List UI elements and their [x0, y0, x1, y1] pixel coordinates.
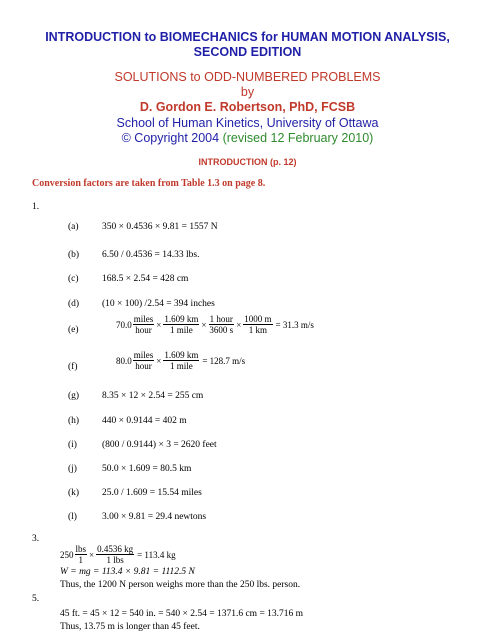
- fraction: [75, 544, 88, 565]
- problem-3-conclusion: Thus, the 1200 N person weighs more than the 250 lbs. person.: [60, 580, 301, 590]
- by-text: by: [240, 85, 255, 99]
- copyright-line: [0, 131, 495, 145]
- fraction: [163, 350, 199, 371]
- affiliation: School of Human Kinetics, University of Ottawa: [116, 116, 379, 130]
- section-heading: INTRODUCTION (p. 12): [198, 157, 297, 167]
- document-title-line1: INTRODUCTION to BIOMECHANICS for HUMAN MOTION ANALYSIS,: [45, 30, 450, 44]
- item-i-text: (800 / 0.9144) × 3 = 2620 feet: [102, 440, 217, 450]
- denominator: 1 lbs: [106, 555, 124, 565]
- item-h-label: (h): [68, 416, 80, 426]
- problem-1-number: 1.: [32, 202, 40, 212]
- item-e-equation: 70.0 $\frac{\text{miles}}{\text{hour}}$ × $\frac{1.609 km}{\text{1 mile}}$ × $\frac{\text{1 hour}}{3600 s}$ × $\frac{1000 m}{1 km}$ = 31.3 m/s: [116, 314, 314, 335]
- item-b-label: (b): [68, 250, 80, 260]
- fraction: [96, 544, 134, 565]
- numerator: lbs: [75, 544, 87, 554]
- item-f-equation: 80.0 $\frac{\text{miles}}{\text{hour}}$ × $\frac{1.609 km}{\text{1 mile}}$ = 128.7 m/s: [116, 350, 246, 371]
- problem-3-weight-line: W = mg = 113.4 × 9.81 = 1112.5 N: [60, 567, 195, 577]
- item-i-label: (i): [68, 440, 77, 450]
- fraction: [133, 314, 155, 335]
- item-f-label: (f): [68, 362, 78, 372]
- revised-date: (revised 12 February 2010): [222, 131, 374, 145]
- item-a-text: 350 × 0.4536 × 9.81 = 1557 N: [102, 222, 218, 232]
- denominator: 3600 s: [209, 325, 234, 335]
- item-l-text: 3.00 × 9.81 = 29.4 newtons: [102, 512, 207, 522]
- item-f-lead: 80.0: [116, 355, 132, 366]
- item-d-text: (10 × 100) /2.54 = 394 inches: [102, 299, 215, 309]
- item-h-text: 440 × 0.9144 = 402 m: [102, 416, 187, 426]
- item-e-label: (e): [68, 325, 79, 335]
- problem-5-conversion: 45 ft. = 45 × 12 = 540 in. = 540 × 2.54 = 1371.6 cm = 13.716 m: [60, 609, 304, 619]
- fraction: [133, 350, 155, 371]
- item-k-label: (k): [68, 488, 80, 498]
- problem-3-result: = 113.4 kg: [137, 549, 176, 560]
- denominator: hour: [135, 325, 152, 335]
- denominator: 1 mile: [169, 361, 193, 371]
- item-k-text: 25.0 / 1.609 = 15.54 miles: [102, 488, 202, 498]
- numerator: 0.4536 kg: [97, 544, 134, 554]
- document-title-line2: SECOND EDITION: [193, 45, 302, 59]
- problem-3-lead: 250: [60, 549, 74, 560]
- denominator: 1: [78, 555, 83, 565]
- item-c-text: 168.5 × 2.54 = 428 cm: [102, 274, 189, 284]
- item-j-text: 50.0 × 1.609 = 80.5 km: [102, 464, 192, 474]
- problem-5-conclusion: Thus, 13.75 m is longer than 45 feet.: [60, 622, 200, 632]
- numerator: miles: [133, 314, 154, 324]
- item-e-lead: 70.0: [116, 319, 132, 330]
- item-g-text: 8.35 × 12 × 2.54 = 255 cm: [102, 391, 204, 401]
- solutions-heading: SOLUTIONS to ODD-NUMBERED PROBLEMS: [114, 70, 381, 84]
- item-d-label: (d): [68, 299, 80, 309]
- numerator: 1.609 km: [164, 314, 199, 324]
- item-b-text: 6.50 / 0.4536 = 14.33 lbs.: [102, 250, 200, 260]
- item-l-label: (l): [68, 512, 77, 522]
- denominator: hour: [135, 361, 152, 371]
- copyright-text: © Copyright 2004: [121, 131, 220, 145]
- problem-3-number: 3.: [32, 534, 40, 544]
- denominator: 1 km: [248, 325, 268, 335]
- item-g-label: (g): [68, 391, 80, 401]
- denominator: 1 mile: [169, 325, 193, 335]
- item-f-result: = 128.7 m/s: [202, 355, 246, 366]
- numerator: 1000 m: [244, 314, 272, 324]
- problem-3-equation: 250 $\frac{\text{lbs}}{1}$ × $\frac{0.4536 kg}{\text{1 lbs}}$ = 113.4 kg: [60, 544, 176, 565]
- item-j-label: (j): [68, 464, 77, 474]
- fraction: [208, 314, 234, 335]
- item-e-result: = 31.3 m/s: [275, 319, 314, 330]
- numerator: 1 hour: [209, 314, 233, 324]
- item-c-label: (c): [68, 274, 79, 284]
- author-name: D. Gordon E. Robertson, PhD, FCSB: [139, 100, 356, 114]
- fraction: [243, 314, 272, 335]
- item-a-label: (a): [68, 222, 79, 232]
- fraction: [163, 314, 199, 335]
- numerator: miles: [133, 350, 154, 360]
- section-note: Conversion factors are taken from Table 1.3 on page 8.: [32, 178, 266, 189]
- numerator: 1.609 km: [164, 350, 199, 360]
- problem-5-number: 5.: [32, 594, 40, 604]
